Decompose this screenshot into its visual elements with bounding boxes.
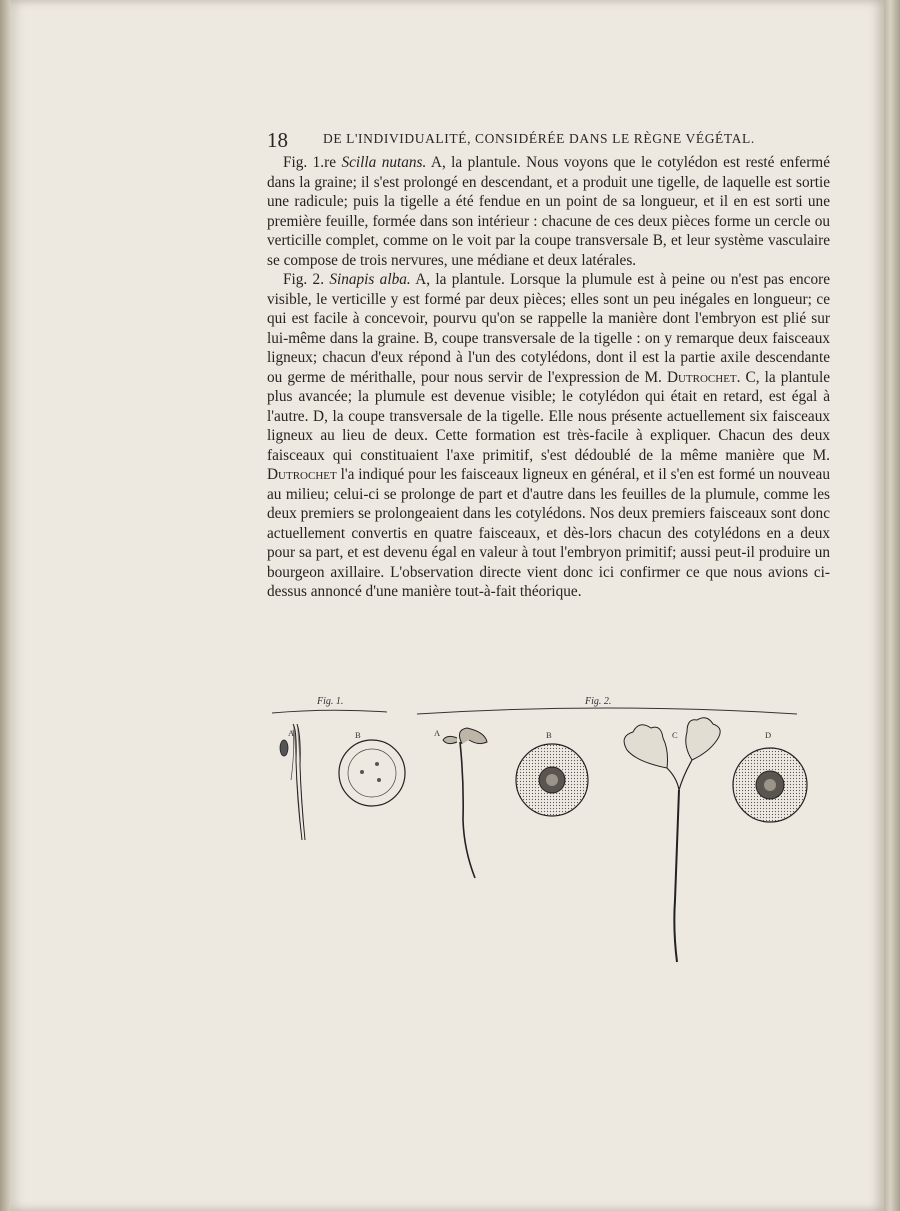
body-text <box>267 153 830 602</box>
fig2-bracket <box>417 708 797 714</box>
fig1-bracket <box>272 710 387 713</box>
page-right-edge <box>884 0 900 1211</box>
fig2-title: Fig. 2. <box>585 696 612 707</box>
book-page <box>10 0 884 1211</box>
fig1-species: Scilla nutans. <box>341 154 427 171</box>
fig1-label-a: A <box>288 728 295 738</box>
fig2-label-a: A <box>434 728 441 738</box>
fig2-text-1: A, la plantule. Lorsque la plumule est à peine ou n'est pas encore visible, le verticille y est formé par deux pièces; elles sont un peu inégales en longueur; ce qui est facile à concevoir, pourvu qu'on se rappelle la manière dont l'embryon est plié sur lui-même dans la graine. B, coupe transversale de la tigelle : on y remarque deux faisceaux ligneux; chacun d'eux répond à l'un des cotylédons, dont il est la partie axile descendante ou germe de mérithalle, pour nous servir de l'expression de M. <box>267 271 830 386</box>
page-left-edge <box>0 0 10 1211</box>
fig2-label-c: C <box>672 730 678 740</box>
fig1-title: Fig. 1. <box>317 696 344 707</box>
author-name: Dutrochet <box>666 368 737 386</box>
fig1-b-section <box>339 740 405 806</box>
fig2-d-section <box>733 748 807 822</box>
fig2-label-b: B <box>546 730 552 740</box>
fig2-text-2: . C, la plantule plus avancée; la plumule est devenue visible; le cotylédon qui était en retard, est égal à l'autre. D, la coupe transversale de la tigelle. Elle nous présente actuellement six faisceaux ligneux au lieu de deux. Cette formation est très-facile à expliquer. Chacun des deux faisceaux qui constituaient l'axe primitif, s'est dédoublé de la même manière que M. <box>267 368 830 464</box>
paragraph-fig2 <box>267 270 830 602</box>
running-title: DE L'INDIVIDUALITÉ, CONSIDÉRÉE DANS LE RÈGNE VÉGÉTAL. <box>323 131 755 146</box>
fig1-label: Fig. 1.re <box>283 154 337 171</box>
page-number: 18 <box>267 128 288 152</box>
fig2-b-section <box>516 744 588 816</box>
paragraph-fig1 <box>267 153 830 270</box>
figure-plate <box>267 690 830 990</box>
fig2-label: Fig. 2. <box>283 271 325 288</box>
fig2-species: Sinapis alba. <box>329 271 411 288</box>
fig2-a-seedling <box>443 728 487 878</box>
fig1-label-b: B <box>355 730 361 740</box>
fig2-text-3: l'a indiqué pour les faisceaux ligneux en général, et il s'en est formé un nouveau au milieu; celui-ci se prolonge de part et d'autre dans les feuilles de la plumule, comme les deux premiers se prolongeaient dans les cotylédons. Nos deux premiers faisceaux sont donc actuellement convertis en quatre faisceaux, et dès-lors chacun des cotylédons en a deux pour sa part, et est devenu égal en valeur à tout l'embryon primitif; aussi peut-il produire un bourgeon axillaire. L'observation directe vient donc ici confirmer ce que nous avions ci-dessus annoncé d'une manière tout-à-fait théorique. <box>267 466 830 600</box>
author-name: Dutrochet <box>267 466 337 483</box>
fig2-label-d: D <box>765 730 772 740</box>
fig1-text: A, la plantule. Nous voyons que le cotylédon est resté enfermé dans la graine; il s'est prolongé en descendant, et a produit une tigelle, de laquelle est sortie une radicule; puis la tigelle a été fendue en un point de sa longueur, et il en est sorti une première feuille, formée dans son intérieur : chacune de ces deux pièces forme un cercle ou verticille complet, comme on le voit par la coupe transversale B, et leur système vasculaire se compose de trois nervures, une médiane et deux latérales. <box>267 154 830 269</box>
fig1-a-seedling <box>280 724 305 840</box>
page-header <box>267 128 807 152</box>
fig2-c-seedling <box>624 718 720 962</box>
